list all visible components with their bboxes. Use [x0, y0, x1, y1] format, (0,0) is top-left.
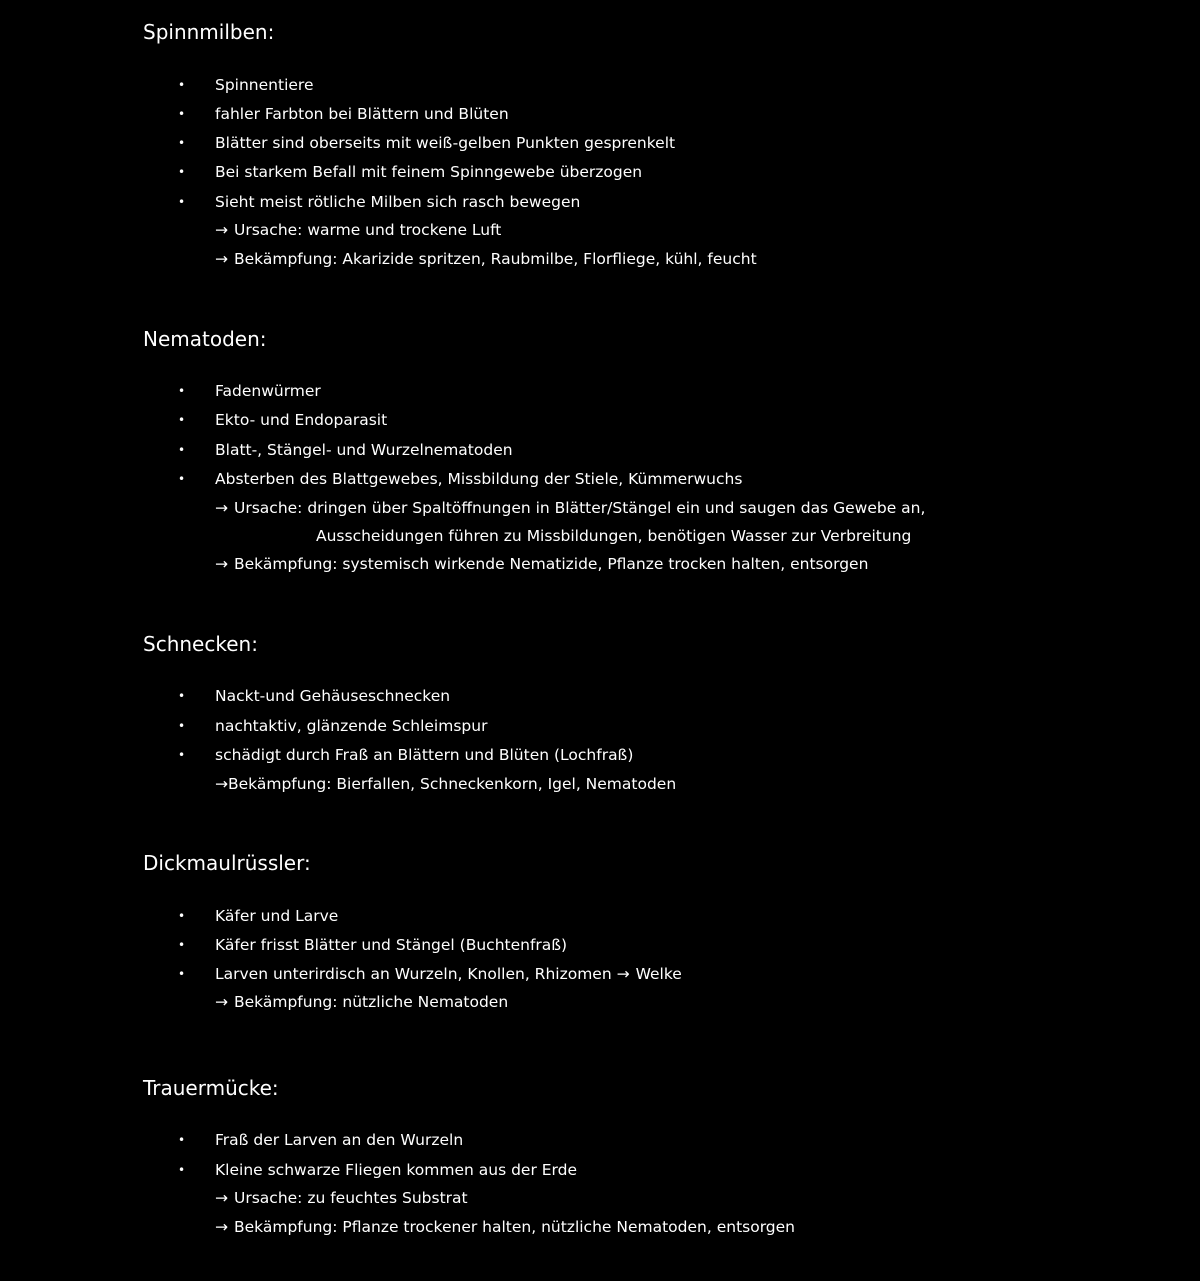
note-text	[215, 246, 757, 272]
bullet-icon: •	[178, 909, 186, 923]
note-line	[0, 1214, 1200, 1240]
note-cause: Ursache: dringen über Spaltöffnungen in Blätter/Stängel ein und saugen das Gewebe an,	[234, 499, 926, 517]
note-text	[215, 1214, 795, 1240]
bullet-icon: •	[178, 384, 186, 398]
list-item	[0, 466, 1200, 492]
list-item	[0, 713, 1200, 739]
bullet-icon: •	[178, 195, 186, 209]
note-line	[0, 551, 1200, 577]
bullet-icon: •	[178, 443, 186, 457]
list-item	[0, 961, 1200, 987]
note-text	[215, 771, 676, 797]
bullet-icon: •	[178, 719, 186, 733]
arrow-right-icon: →	[215, 1189, 228, 1207]
list-item	[0, 101, 1200, 127]
bullet-icon: •	[178, 472, 186, 486]
list-item	[0, 378, 1200, 404]
list-item-text	[215, 961, 682, 987]
bullet-icon: •	[178, 413, 186, 427]
list-item-text: fahler Farbton bei Blättern und Blüten	[215, 105, 509, 123]
list-item	[0, 407, 1200, 433]
list-item	[0, 1127, 1200, 1153]
note-text	[215, 551, 868, 577]
list-item-result: Welke	[635, 965, 682, 983]
note-line	[0, 1185, 1200, 1211]
section-heading: Nematoden:	[143, 327, 267, 351]
bullet-icon: •	[178, 689, 186, 703]
note-line	[0, 217, 1200, 243]
note-control: Bekämpfung: systemisch wirkende Nematizide, Pflanze trocken halten, entsorgen	[234, 555, 869, 573]
section-heading: Schnecken:	[143, 632, 258, 656]
list-item	[0, 130, 1200, 156]
list-item-text: Sieht meist rötliche Milben sich rasch bewegen	[215, 193, 581, 211]
arrow-right-icon: →	[616, 965, 630, 983]
list-item-text: Käfer frisst Blätter und Stängel (Buchtenfraß)	[215, 936, 568, 954]
bullet-icon: •	[178, 1133, 186, 1147]
list-item	[0, 189, 1200, 215]
list-item-text: nachtaktiv, glänzende Schleimspur	[215, 717, 488, 735]
arrow-right-icon: →	[215, 1218, 228, 1236]
list-item-part: Larven unterirdisch an Wurzeln, Knollen, Rhizomen	[215, 965, 612, 983]
list-item	[0, 903, 1200, 929]
bullet-icon: •	[178, 107, 186, 121]
section-heading: Spinnmilben:	[143, 20, 275, 44]
arrow-right-icon: →	[215, 775, 228, 793]
note-text	[215, 495, 925, 521]
arrow-right-icon: →	[215, 555, 228, 573]
list-item-text: schädigt durch Fraß an Blättern und Blüten (Lochfraß)	[215, 746, 634, 764]
list-item-text: Bei starkem Befall mit feinem Spinngewebe überzogen	[215, 163, 643, 181]
note-control: Bekämpfung: Bierfallen, Schneckenkorn, Igel, Nematoden	[228, 775, 677, 793]
note-text: Ausscheidungen führen zu Missbildungen, benötigen Wasser zur Verbreitung	[316, 527, 912, 545]
bullet-icon: •	[178, 748, 186, 762]
list-item	[0, 72, 1200, 98]
arrow-right-icon: →	[215, 250, 228, 268]
note-text	[215, 989, 508, 1015]
note-line	[0, 989, 1200, 1015]
list-item-text: Nackt-und Gehäuseschnecken	[215, 687, 451, 705]
list-item-text: Blätter sind oberseits mit weiß-gelben Punkten gesprenkelt	[215, 134, 676, 152]
note-line	[0, 495, 1200, 521]
list-item-text: Käfer und Larve	[215, 907, 339, 925]
note-continuation	[0, 523, 1200, 549]
list-item-text: Kleine schwarze Fliegen kommen aus der Erde	[215, 1161, 578, 1179]
list-item	[0, 159, 1200, 185]
arrow-right-icon: →	[215, 499, 228, 517]
note-text	[215, 217, 501, 243]
list-item	[0, 683, 1200, 709]
arrow-right-icon: →	[215, 993, 228, 1011]
note-line	[0, 771, 1200, 797]
bullet-icon: •	[178, 136, 186, 150]
note-control: Bekämpfung: nützliche Nematoden	[234, 993, 509, 1011]
note-cause: Ursache: zu feuchtes Substrat	[234, 1189, 468, 1207]
note-text	[215, 1185, 468, 1211]
note-control: Bekämpfung: Pflanze trockener halten, nützliche Nematoden, entsorgen	[234, 1218, 796, 1236]
list-item-text: Blatt-, Stängel- und Wurzelnematoden	[215, 441, 513, 459]
arrow-right-icon: →	[215, 221, 228, 239]
section-heading: Trauermücke:	[143, 1076, 279, 1100]
note-cause: Ursache: warme und trockene Luft	[234, 221, 502, 239]
list-item	[0, 932, 1200, 958]
bullet-icon: •	[178, 1163, 186, 1177]
bullet-icon: •	[178, 967, 186, 981]
list-item-text: Absterben des Blattgewebes, Missbildung der Stiele, Kümmerwuchs	[215, 470, 743, 488]
list-item	[0, 742, 1200, 768]
list-item-text: Fraß der Larven an den Wurzeln	[215, 1131, 464, 1149]
list-item-text: Spinnentiere	[215, 76, 314, 94]
bullet-icon: •	[178, 938, 186, 952]
note-line	[0, 246, 1200, 272]
list-item-text: Fadenwürmer	[215, 382, 321, 400]
list-item-text: Ekto- und Endoparasit	[215, 411, 388, 429]
list-item	[0, 1157, 1200, 1183]
section-heading: Dickmaulrüssler:	[143, 851, 311, 875]
note-control: Bekämpfung: Akarizide spritzen, Raubmilbe, Florfliege, kühl, feucht	[234, 250, 757, 268]
list-item	[0, 437, 1200, 463]
bullet-icon: •	[178, 78, 186, 92]
bullet-icon: •	[178, 165, 186, 179]
